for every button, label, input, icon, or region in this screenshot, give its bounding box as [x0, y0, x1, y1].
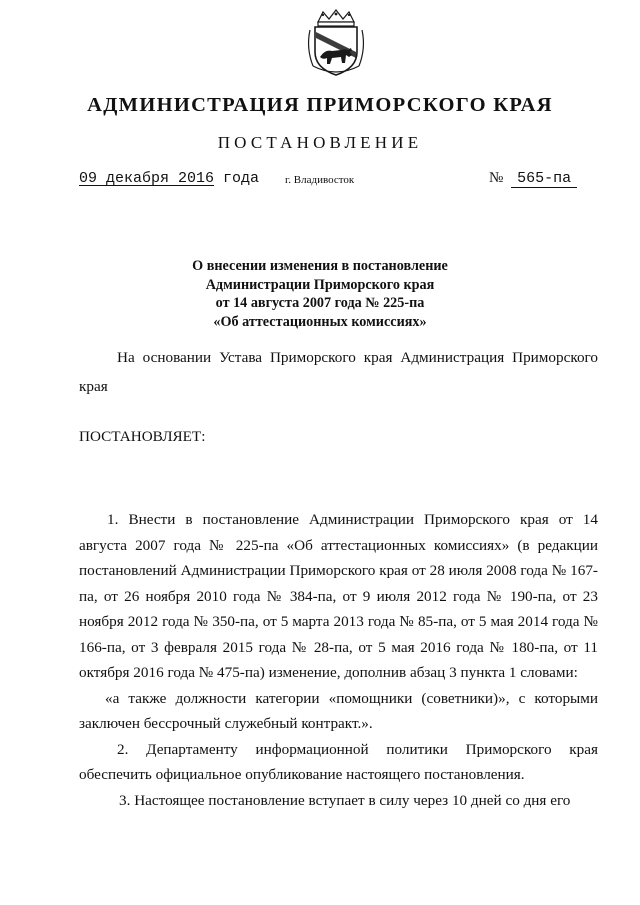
document-number: [489, 170, 577, 188]
subject-line: «Об аттестационных комиссиях»: [213, 313, 427, 330]
paragraph-1: 1. Внести в постановление Администрации Приморского края от 14 августа 2007 года № 225-па «Об аттестационных комиссиях» (в редакции постановлений Администрации Приморского края от 28 июля 2008 года № 167-па, от 26 ноября 2010 года № 384-па, от 9 июля 2012 года № 190-па, от 23 ноября 2012 года № 350-па, от 5 марта 2013 года № 85-па, от 5 мая 2014 года № 166-па, от 3 февраля 2015 года № 28-па, от 5 мая 2016 года № 180-па, от 11 октября 2016 года № 475-па) изменение, дополнив абзац 3 пункта 1 словами:: [79, 511, 598, 681]
paragraph-3: 3. Настоящее постановление вступает в силу через 10 дней со дня его: [119, 791, 571, 809]
document-body: [79, 507, 598, 813]
paragraph-quote: «а также должности категории «помощники (советники)», с которыми заключен бессрочный служебный контракт.».: [79, 689, 598, 732]
date-value: 09 декабря 2016: [79, 170, 215, 187]
document-date: [79, 170, 259, 187]
document-type: ПОСТАНОВЛЕНИЕ: [217, 133, 423, 152]
subject-line: Администрации Приморского края: [205, 276, 435, 293]
basis-line: На основании Устава Приморского края Администрация Приморского: [117, 349, 598, 366]
number-prefix: №: [489, 170, 504, 186]
document-city: г. Владивосток: [285, 174, 355, 186]
subject-line: О внесении изменения в постановление: [192, 258, 448, 274]
document-subject: [0, 257, 640, 331]
basis-line: края: [79, 378, 108, 395]
organization-title: АДМИНИСТРАЦИЯ ПРИМОРСКОГО КРАЯ: [87, 94, 553, 116]
number-value: 565-па: [511, 170, 577, 188]
date-suffix: года: [223, 170, 260, 187]
resolve-heading: ПОСТАНОВЛЯЕТ:: [79, 428, 206, 445]
paragraph-2: 2. Департаменту информационной политики Приморского края обеспечить официальное опубликование настоящего постановления.: [79, 740, 598, 783]
subject-line: от 14 августа 2007 года № 225-па: [215, 295, 425, 312]
coat-of-arms-icon: [299, 8, 373, 78]
